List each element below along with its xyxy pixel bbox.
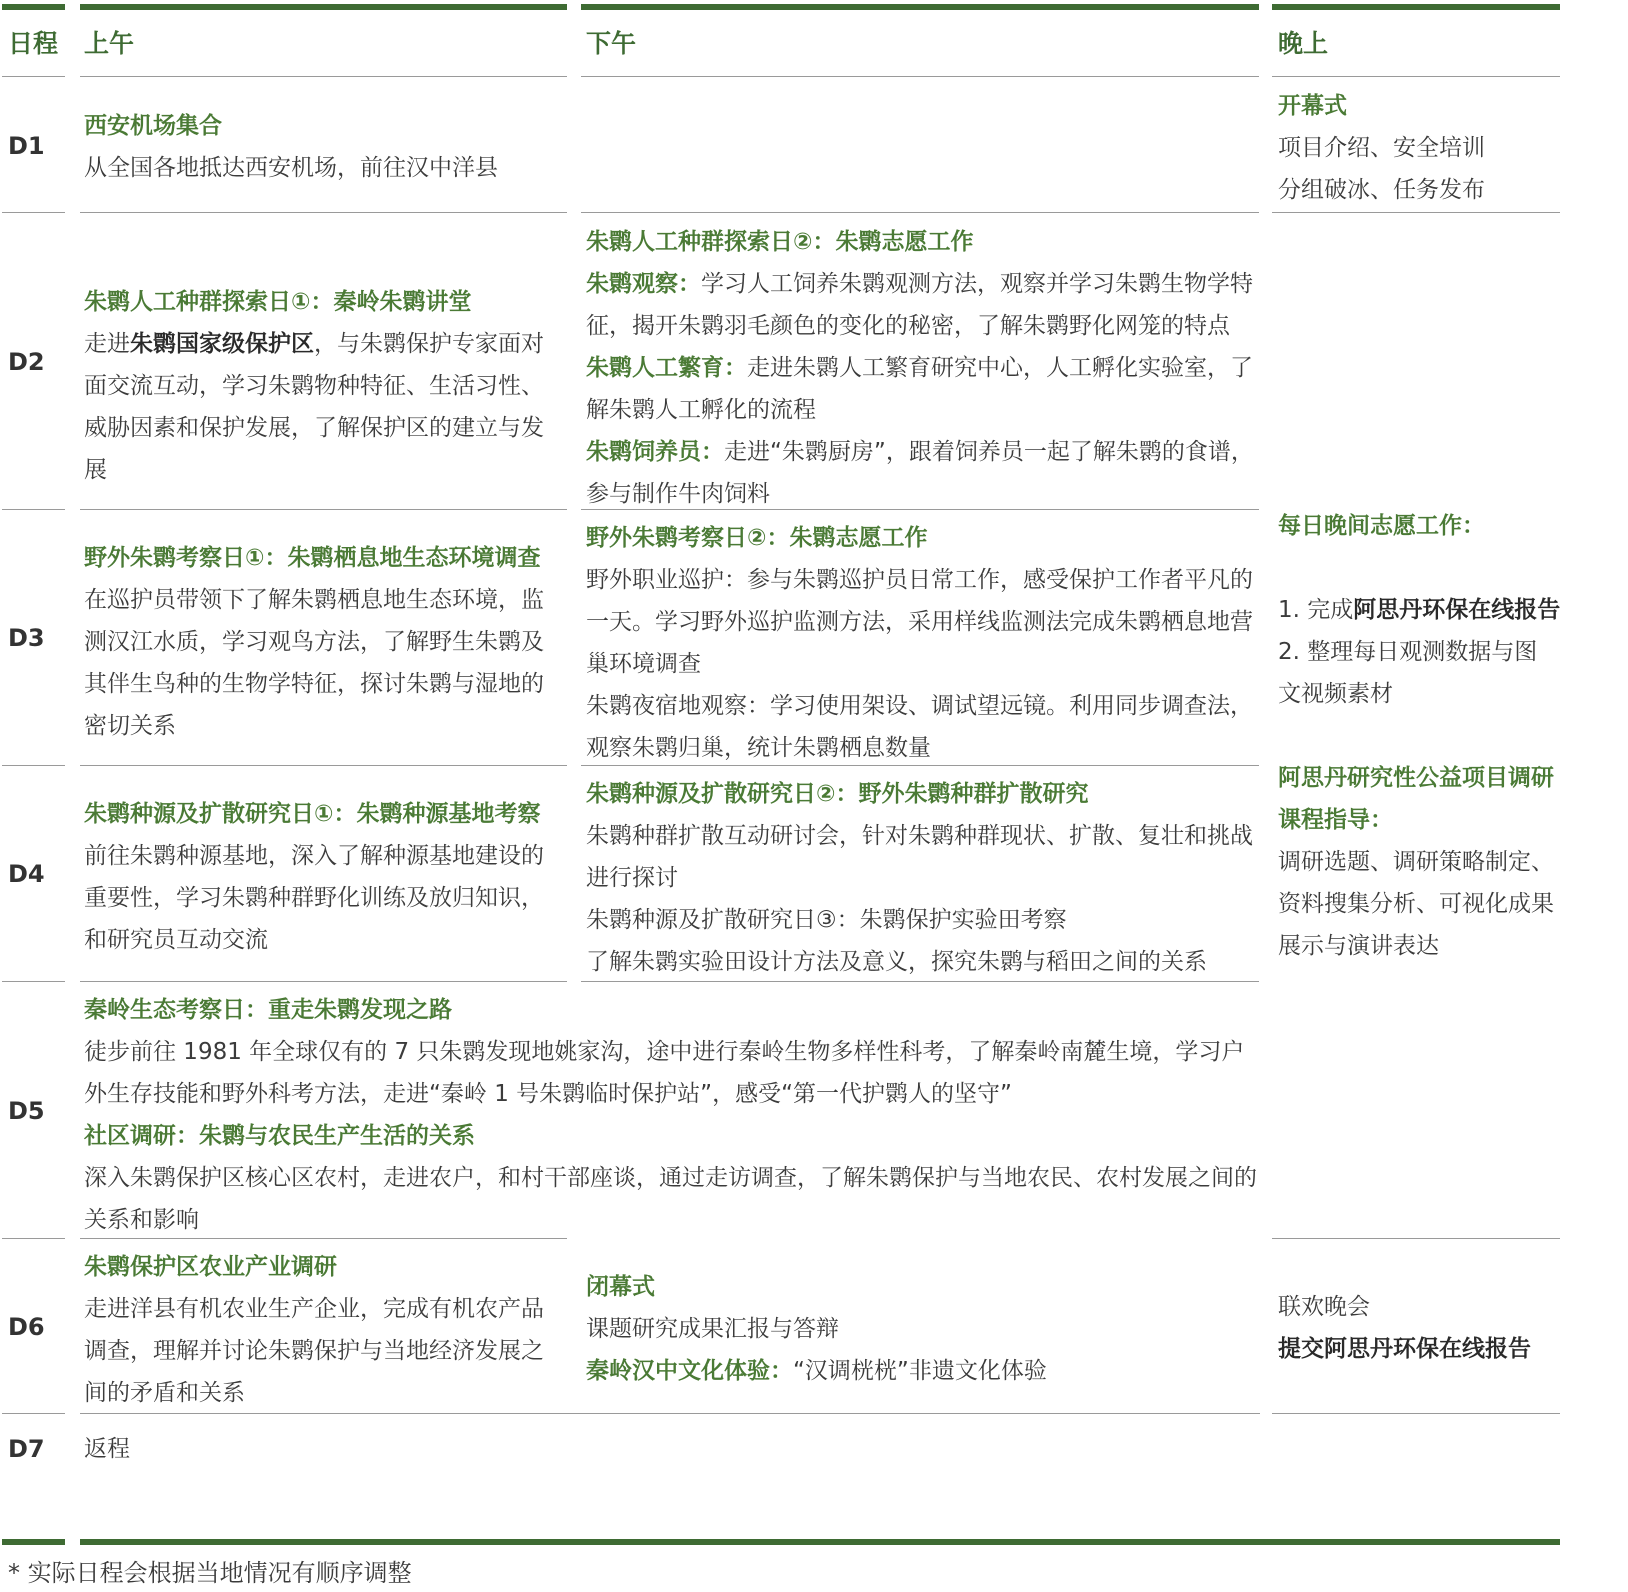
day-label-d2: D2 <box>8 348 45 376</box>
evening-item1-bold: 阿思丹环保在线报告 <box>1353 597 1561 623</box>
d6-culture-text: “汉调桄桄”非遗文化体验 <box>793 1358 1047 1384</box>
d2-afternoon-cell <box>586 221 1258 515</box>
d2-item2-text: 走进朱鹮人工繁育研究中心，人工孵化实验室，了解朱鹮人工孵化的流程 <box>586 355 1253 423</box>
d4-morning-cell <box>84 793 566 961</box>
d3-afternoon-text1: 野外职业巡护：参与朱鹮巡护员日常工作，感受保护工作者平凡的一天。学习野外巡护监测方法，采用样线监测法完成朱鹮栖息地营巢环境调查 <box>586 567 1253 677</box>
d6-morning-text: 走进洋县有机农业生产企业，完成有机农产品调查，理解并讨论朱鹮保护与当地经济发展之间的矛盾和关系 <box>84 1296 544 1406</box>
d2-morning-text <box>84 323 566 491</box>
d1-morning-title: 西安机场集合 <box>84 113 222 139</box>
d6-afternoon-cell <box>586 1266 1258 1392</box>
d5-title1: 秦岭生态考察日：重走朱鹮发现之路 <box>84 997 452 1023</box>
header-bar-day <box>2 4 65 10</box>
d2-morning-text-pre: 走进 <box>84 331 130 357</box>
d2-afternoon-item2 <box>586 347 1258 431</box>
d5-title2: 社区调研：朱鹮与农民生产生活的关系 <box>84 1123 475 1149</box>
d2-afternoon-item3 <box>586 431 1258 515</box>
d4-morning-title: 朱鹮种源及扩散研究日①：朱鹮种源基地考察 <box>84 801 541 827</box>
d5-text1: 徒步前往 1981 年全球仅有的 7 只朱鹮发现地姚家沟，途中进行秦岭生物多样性科考，了解秦岭南麓生境，学习户外生存技能和野外科考方法，走进“秦岭 1 号朱鹮临时保护站”，感受“第一代护鹮人的坚守” <box>84 1039 1245 1107</box>
d1-morning-text: 从全国各地抵达西安机场，前往汉中洋县 <box>84 155 498 181</box>
d6-evening-line2: 提交阿思丹环保在线报告 <box>1278 1336 1531 1362</box>
header-morning: 上午 <box>84 29 135 58</box>
d2-item3-label: 朱鹮饲养员： <box>586 439 724 465</box>
d6-afternoon-title: 闭幕式 <box>586 1274 655 1300</box>
d1-evening-line2: 分组破冰、任务发布 <box>1278 177 1485 203</box>
footer-bar-day <box>2 1539 65 1545</box>
evening-volunteer-title: 每日晚间志愿工作： <box>1278 513 1485 539</box>
d6-morning-title: 朱鹮保护区农业产业调研 <box>84 1254 337 1280</box>
d3-morning-text: 在巡护员带领下了解朱鹮栖息地生态环境，监测汉江水质，学习观鸟方法，了解野生朱鹮及其伴生鸟种的生物学特征，探讨朱鹮与湿地的密切关系 <box>84 587 544 739</box>
d2-item2-label: 朱鹮人工繁育： <box>586 355 747 381</box>
d3-afternoon-text2: 朱鹮夜宿地观察：学习使用架设、调试望远镜。利用同步调查法，观察朱鹮归巢，统计朱鹮栖息数量 <box>586 693 1253 761</box>
day-label-d7: D7 <box>8 1435 45 1463</box>
evening-research-title: 阿思丹研究性公益项目调研课程指导： <box>1278 765 1554 833</box>
d2-afternoon-item1 <box>586 263 1258 347</box>
day-label-d1: D1 <box>8 132 45 160</box>
header-bar-evening <box>1272 4 1560 10</box>
header-afternoon: 下午 <box>586 29 637 58</box>
d2-morning-text-post: ，与朱鹮保护专家面对面交流互动，学习朱鹮物种特征、生活习性、威胁因素和保护发展，了解保护区的建立与发展 <box>84 331 544 483</box>
day-label-d3: D3 <box>8 624 45 652</box>
evening-research-text: 调研选题、调研策略制定、资料搜集分析、可视化成果展示与演讲表达 <box>1278 849 1554 959</box>
header-evening: 晚上 <box>1278 29 1329 58</box>
d7-text: 返程 <box>84 1436 130 1462</box>
d2-item1-label: 朱鹮观察： <box>586 271 701 297</box>
header-day: 日程 <box>8 29 59 58</box>
evening-spacer-2 <box>1278 715 1560 757</box>
d6-morning-cell <box>84 1246 566 1414</box>
d2-item1-text: 学习人工饲养朱鹮观测方法，观察并学习朱鹮生物学特征，揭开朱鹮羽毛颜色的变化的秘密，了解朱鹮野化网笼的特点 <box>586 271 1253 339</box>
evening-item1-pre: 1. 完成 <box>1278 597 1354 623</box>
evening-spacer-1 <box>1278 547 1560 589</box>
d2-item3-text: 走进“朱鹮厨房”，跟着饲养员一起了解朱鹮的食谱，参与制作牛肉饲料 <box>586 439 1254 507</box>
d3-afternoon-title: 野外朱鹮考察日②：朱鹮志愿工作 <box>586 525 928 551</box>
footnote: * 实际日程会根据当地情况有顺序调整 <box>8 1559 412 1587</box>
d4-morning-text: 前往朱鹮种源基地，深入了解种源基地建设的重要性，学习朱鹮种群野化训练及放归知识，和研究员互动交流 <box>84 843 544 953</box>
footer-bar-main <box>80 1539 1560 1545</box>
header-bar-morning <box>80 4 567 10</box>
d6-afternoon-text: 课题研究成果汇报与答辩 <box>586 1316 839 1342</box>
header-bar-afternoon <box>581 4 1259 10</box>
d1-evening-cell <box>1278 85 1560 211</box>
evening-item2: 2. 整理每日观测数据与图文视频素材 <box>1278 639 1538 707</box>
d4-afternoon-text2: 朱鹮种源及扩散研究日③：朱鹮保护实验田考察 <box>586 907 1067 933</box>
day-label-d4: D4 <box>8 860 45 888</box>
d6-culture-title: 秦岭汉中文化体验： <box>586 1358 793 1384</box>
d4-afternoon-text3: 了解朱鹮实验田设计方法及意义，探究朱鹮与稻田之间的关系 <box>586 949 1207 975</box>
d6-evening-line1: 联欢晚会 <box>1278 1294 1370 1320</box>
d2-morning-cell <box>84 281 566 491</box>
d4-afternoon-title: 朱鹮种源及扩散研究日②：野外朱鹮种群扩散研究 <box>586 781 1089 807</box>
d3-morning-title: 野外朱鹮考察日①：朱鹮栖息地生态环境调查 <box>84 545 541 571</box>
d6-evening-cell <box>1278 1286 1560 1370</box>
d2-morning-text-bold: 朱鹮国家级保护区 <box>130 331 314 357</box>
d1-morning-cell <box>84 105 564 189</box>
day-label-d5: D5 <box>8 1097 45 1125</box>
d1-evening-title: 开幕式 <box>1278 93 1347 119</box>
d7-cell <box>84 1428 566 1470</box>
day-label-d6: D6 <box>8 1313 45 1341</box>
d5-full-cell <box>84 989 1258 1241</box>
d4-afternoon-text1: 朱鹮种群扩散互动研讨会，针对朱鹮种群现状、扩散、复壮和挑战进行探讨 <box>586 823 1253 891</box>
evening-item1 <box>1278 589 1560 631</box>
d2-afternoon-title: 朱鹮人工种群探索日②：朱鹮志愿工作 <box>586 229 974 255</box>
d5-text2: 深入朱鹮保护区核心区农村，走进农户，和村干部座谈，通过走访调查，了解朱鹮保护与当地农民、农村发展之间的关系和影响 <box>84 1165 1257 1233</box>
d3-afternoon-cell <box>586 517 1258 769</box>
d6-afternoon-culture <box>586 1350 1258 1392</box>
d3-morning-cell <box>84 537 566 747</box>
d4-afternoon-cell <box>586 773 1258 983</box>
d1-evening-line1: 项目介绍、安全培训 <box>1278 135 1485 161</box>
d2-morning-title: 朱鹮人工种群探索日①：秦岭朱鹮讲堂 <box>84 289 472 315</box>
evening-volunteer-block <box>1278 505 1560 967</box>
